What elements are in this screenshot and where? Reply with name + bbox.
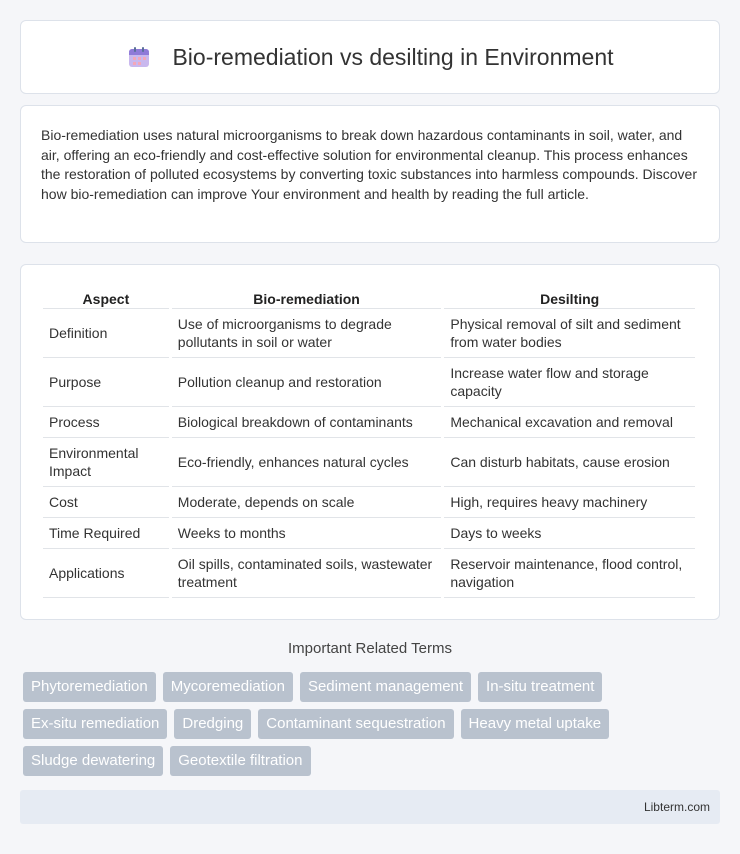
footer-brand-link[interactable]: Libterm.com: [643, 800, 710, 814]
intro-text: Bio-remediation uses natural microorganisms to break down hazardous contaminants in soil, water, and air, offering an eco-friendly and cost-effective solution for environmental cleanup. This process enhances the restoration of polluted ecosystems by converting toxic substances into harmless compounds. Discover how bio-remediation can improve Your environment and health by reading the full article.: [41, 127, 697, 202]
page-title: Bio-remediation vs desilting in Environment: [172, 43, 614, 70]
table-cell: Physical removal of silt and sediment from water bodies: [444, 309, 695, 358]
table-row: [43, 487, 695, 518]
table-row: [43, 358, 695, 407]
table-header-row: [43, 285, 695, 309]
related-term-tag[interactable]: Ex-situ remediation: [23, 709, 167, 739]
table-cell: Moderate, depends on scale: [172, 487, 442, 518]
table-row: [43, 518, 695, 549]
table-cell: Days to weeks: [444, 518, 695, 549]
related-term-tag[interactable]: Mycoremediation: [163, 672, 293, 702]
table-cell: Can disturb habitats, cause erosion: [444, 438, 695, 487]
related-terms-list: [23, 672, 723, 776]
table-row: [43, 438, 695, 487]
footer: [20, 790, 720, 824]
intro-card: [20, 105, 720, 243]
related-term-tag[interactable]: Contaminant sequestration: [258, 709, 453, 739]
related-term-tag[interactable]: Dredging: [174, 709, 251, 739]
table-row: [43, 407, 695, 438]
comparison-table: [40, 285, 698, 598]
table-cell: Mechanical excavation and removal: [444, 407, 695, 438]
column-header-aspect: Aspect: [43, 285, 169, 309]
related-terms-title: Important Related Terms: [288, 640, 452, 657]
table-cell: Biological breakdown of contaminants: [172, 407, 442, 438]
table-cell: Purpose: [43, 358, 169, 407]
table-cell: Time Required: [43, 518, 169, 549]
table-cell: Weeks to months: [172, 518, 442, 549]
table-cell: Cost: [43, 487, 169, 518]
related-term-tag[interactable]: In-situ treatment: [478, 672, 602, 702]
related-term-tag[interactable]: Heavy metal uptake: [461, 709, 610, 739]
table-cell: Increase water flow and storage capacity: [444, 358, 695, 407]
table-cell: Pollution cleanup and restoration: [172, 358, 442, 407]
title-card: [20, 20, 720, 94]
table-cell: Eco-friendly, enhances natural cycles: [172, 438, 442, 487]
table-cell: High, requires heavy machinery: [444, 487, 695, 518]
related-term-tag[interactable]: Phytoremediation: [23, 672, 156, 702]
table-cell: Use of microorganisms to degrade pollutants in soil or water: [172, 309, 442, 358]
comparison-card: [20, 264, 720, 620]
table-row: [43, 549, 695, 598]
table-cell: Environmental Impact: [43, 438, 169, 487]
column-header-desilting: Desilting: [444, 285, 695, 309]
column-header-bio-remediation: Bio-remediation: [172, 285, 442, 309]
table-cell: Applications: [43, 549, 169, 598]
table-cell: Process: [43, 407, 169, 438]
calendar-icon: [126, 44, 152, 70]
related-term-tag[interactable]: Sediment management: [300, 672, 471, 702]
table-cell: Reservoir maintenance, flood control, navigation: [444, 549, 695, 598]
table-cell: Oil spills, contaminated soils, wastewater treatment: [172, 549, 442, 598]
table-cell: Definition: [43, 309, 169, 358]
related-term-tag[interactable]: Geotextile filtration: [170, 746, 310, 776]
table-row: [43, 309, 695, 358]
related-term-tag[interactable]: Sludge dewatering: [23, 746, 163, 776]
